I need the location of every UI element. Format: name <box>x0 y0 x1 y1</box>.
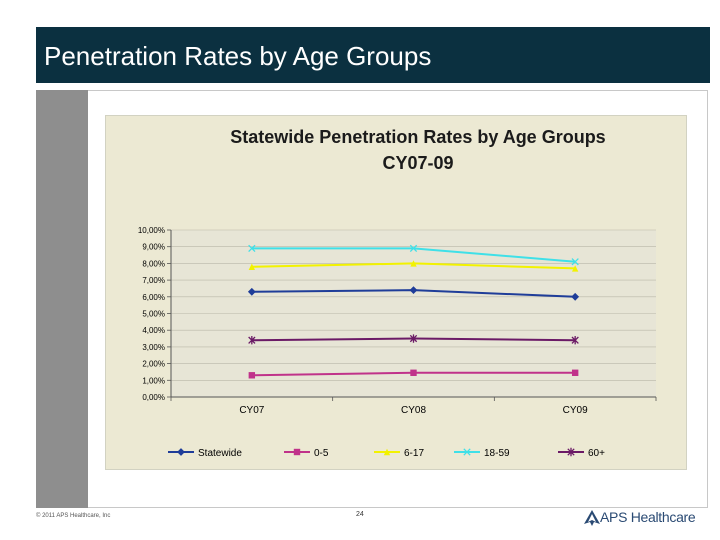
data-point <box>410 370 416 376</box>
legend-label: Statewide <box>198 448 242 459</box>
y-tick-label: 0,00% <box>142 393 165 402</box>
x-tick-label: CY09 <box>562 405 588 416</box>
page-number: 24 <box>356 511 364 518</box>
y-tick-label: 9,00% <box>142 242 165 252</box>
legend-marker <box>178 449 184 455</box>
chart-area <box>105 115 687 470</box>
x-tick-label: CY07 <box>239 405 265 416</box>
left-decorative-band <box>36 90 88 508</box>
data-point <box>572 370 578 376</box>
y-tick-label: 3,00% <box>142 342 165 352</box>
legend-label: 0-5 <box>314 448 329 459</box>
legend-label: 60+ <box>588 448 605 459</box>
chart-title: Statewide Penetration Rates by Age Groups <box>230 127 606 147</box>
chart-subtitle: CY07-09 <box>382 153 454 173</box>
y-tick-label: 5,00% <box>142 309 165 319</box>
legend-label: 6-17 <box>404 448 425 459</box>
aps-logo <box>580 505 710 531</box>
x-tick-label: CY08 <box>400 405 427 416</box>
footer-copyright: © 2011 APS Healthcare, Inc <box>36 513 111 519</box>
y-tick-label: 10,00% <box>137 226 165 235</box>
y-tick-label: 2,00% <box>142 359 165 369</box>
y-tick-label: 8,00% <box>142 259 165 269</box>
y-tick-label: 7,00% <box>142 276 165 286</box>
logo-text: APS Healthcare <box>600 509 696 525</box>
legend-marker <box>294 449 300 455</box>
slide-title: Penetration Rates by Age Groups <box>44 41 432 71</box>
legend-label: 18-59 <box>484 448 510 459</box>
logo-mark-icon <box>582 508 602 528</box>
y-tick-label: 1,00% <box>142 376 165 386</box>
slide-title-bar <box>36 27 710 83</box>
data-point <box>249 372 255 378</box>
line-chart <box>106 116 688 471</box>
y-tick-label: 6,00% <box>142 292 165 302</box>
y-tick-label: 4,00% <box>142 326 165 336</box>
